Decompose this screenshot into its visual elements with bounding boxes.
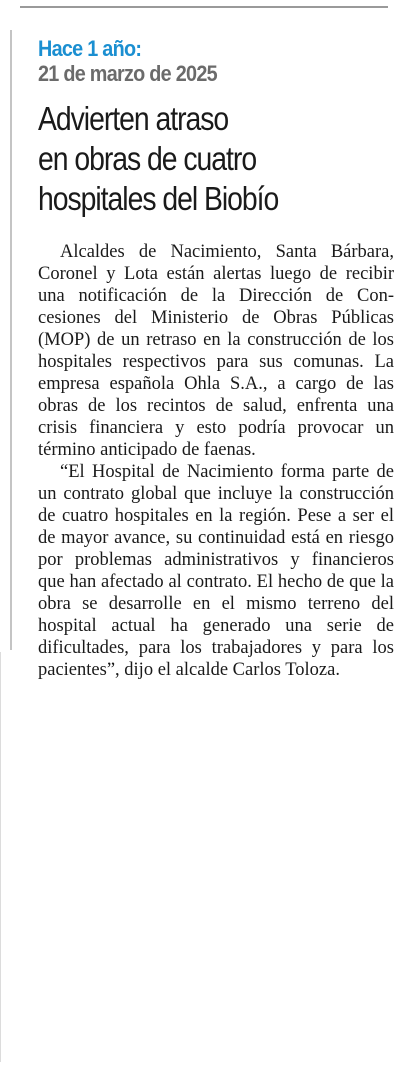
- top-divider: [20, 6, 388, 8]
- article-paragraph: “El Hospital de Nacimiento forma parte de un contrato global que incluye la construcción de cuatro hospitales en la región. Pese a ser el de mayor avance, su continuidad está en riesgo por problemas administrativos y financieros que han afectado al contrato. El hecho de que la obra se desarrolle en el mismo terreno del hospital actual ha generado una serie de dificultades, para los trabajadores y para los pacientes”, dijo el alcalde Carlos Toloza.: [38, 462, 394, 681]
- headline-line: hospitales del Biobío: [38, 180, 279, 217]
- column-divider: [10, 30, 12, 650]
- news-article: [38, 36, 394, 681]
- article-headline: [38, 99, 382, 219]
- article-body: [38, 241, 394, 681]
- article-paragraph: Alcaldes de Nacimiento, Santa Bárbara, Coronel y Lota están alertas luego de recibir una notificación de la Dirección de Concesiones del Ministerio de Obras Públicas (MOP) de un retraso en la construcción de los hospitales respectivos para sus comunas. La empresa española Ohla S.A., a cargo de las obras de los recintos de salud, enfrenta una crisis financiera y esto podría provocar un término anticipado de faenas.: [38, 242, 394, 461]
- article-date: 21 de marzo de 2025: [38, 61, 217, 86]
- column-divider-lower: [0, 652, 1, 1062]
- section-kicker: Hace 1 año:: [38, 36, 142, 61]
- headline-line: Advierten atraso: [38, 100, 229, 137]
- headline-line: en obras de cuatro: [38, 140, 257, 177]
